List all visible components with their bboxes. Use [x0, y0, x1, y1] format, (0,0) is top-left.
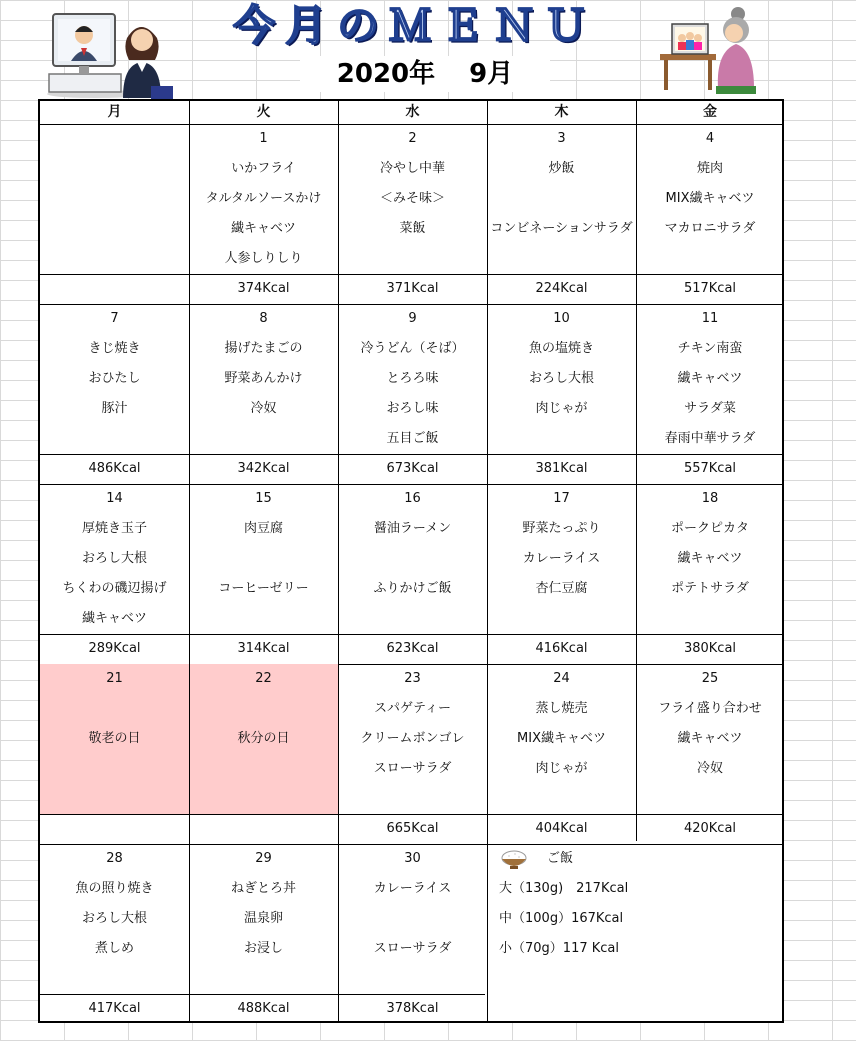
day-number: 17 [553, 491, 570, 506]
day-cell [487, 124, 636, 274]
menu-item: 魚の照り焼き [75, 881, 154, 896]
menu-item: 杏仁豆腐 [535, 581, 588, 596]
day-cell [338, 124, 487, 274]
menu-item: おひたし [88, 371, 141, 386]
weekday-header: 水 [405, 104, 420, 120]
weekday-header: 火 [256, 104, 271, 120]
menu-item: 秋分の日 [237, 731, 290, 746]
menu-item: 焼肉 [696, 161, 723, 176]
day-cell [40, 664, 189, 814]
menu-item: 敬老の日 [88, 731, 141, 746]
menu-item [338, 904, 487, 934]
menu-item: スローサラダ [373, 761, 452, 776]
grid-line [40, 274, 782, 275]
menu-item [189, 604, 338, 634]
menu-item: マカロニサラダ [664, 221, 756, 236]
menu-item [636, 604, 784, 634]
menu-item: 野菜たっぷり [522, 521, 601, 536]
kcal-value: 420Kcal [683, 821, 737, 836]
rice-bowl-icon [499, 847, 529, 871]
menu-item [338, 964, 487, 994]
menu-item [40, 214, 189, 244]
month-label: 9月 [469, 59, 514, 89]
kcal-value: 557Kcal [683, 461, 737, 476]
day-number: 21 [106, 671, 123, 686]
menu-item [338, 244, 487, 274]
menu-item: チキン南蛮 [677, 341, 743, 356]
day-number [40, 124, 189, 154]
menu-item: 肉じゃが [535, 401, 588, 416]
kcal-value: 488Kcal [237, 1001, 290, 1016]
kcal-value: 381Kcal [535, 461, 588, 476]
day-number: 22 [255, 671, 272, 686]
day-cell [487, 664, 636, 814]
menu-item [487, 784, 636, 814]
menu-item: ふりかけご飯 [373, 581, 452, 596]
day-cell [338, 304, 487, 454]
menu-item: きじ焼き [88, 341, 141, 356]
menu-item [189, 754, 338, 784]
menu-item [40, 154, 189, 184]
kcal-value: 416Kcal [535, 641, 588, 656]
menu-item [487, 244, 636, 274]
menu-item: ちくわの磯辺揚げ [62, 581, 167, 596]
menu-item: 人参しりしり [224, 251, 303, 266]
grid-line [40, 994, 485, 995]
menu-item: 野菜あんかけ [224, 371, 303, 386]
day-number: 28 [106, 851, 123, 866]
kcal-value: 289Kcal [88, 641, 141, 656]
day-cell [636, 124, 784, 274]
menu-item: 煮しめ [94, 941, 134, 956]
menu-item: 肉豆腐 [243, 521, 283, 536]
kcal-value: 623Kcal [386, 641, 439, 656]
video-call-illustration [45, 8, 175, 100]
menu-item: 繊キャベツ [677, 731, 743, 746]
day-number: 11 [701, 311, 719, 326]
grandmother-laptop-illustration [658, 6, 758, 98]
grid-line [189, 101, 190, 1021]
menu-item: 蒸し焼売 [535, 701, 588, 716]
menu-item [40, 964, 189, 994]
menu-item [40, 694, 189, 724]
menu-item: 繊キャベツ [677, 551, 743, 566]
menu-item: 繊キャベツ [230, 221, 296, 236]
menu-item: ポークピカタ [670, 521, 749, 536]
day-cell [636, 664, 784, 814]
menu-item: 五目ご飯 [386, 431, 439, 446]
menu-item [40, 424, 189, 454]
menu-item [636, 784, 784, 814]
day-number: 7 [110, 311, 119, 326]
menu-item: 繊キャベツ [677, 371, 743, 386]
kcal-value: 314Kcal [237, 641, 290, 656]
day-cell [338, 664, 487, 814]
menu-item [338, 784, 487, 814]
day-cell [189, 304, 338, 454]
menu-item: タルタルソースかけ [205, 191, 322, 206]
menu-item [189, 964, 338, 994]
menu-item [189, 784, 338, 814]
day-number: 14 [106, 491, 123, 506]
kcal-value: 673Kcal [386, 461, 439, 476]
day-cell [636, 484, 784, 634]
menu-item: おろし大根 [81, 911, 147, 926]
kcal-value: 665Kcal [386, 821, 439, 836]
day-cell [189, 664, 338, 814]
menu-item: 温泉卵 [243, 911, 283, 926]
menu-item [487, 184, 636, 214]
rice-portion: 大（130g) 217Kcal [499, 881, 629, 896]
rice-info [487, 844, 784, 1024]
menu-item: 揚げたまごの [224, 341, 303, 356]
day-cell [189, 124, 338, 274]
menu-item: スローサラダ [373, 941, 452, 956]
menu-item: とろろ味 [386, 371, 439, 386]
day-number: 29 [255, 851, 272, 866]
day-number: 30 [404, 851, 421, 866]
menu-item [189, 424, 338, 454]
kcal-value: 380Kcal [683, 641, 737, 656]
menu-item: 冷奴 [250, 401, 277, 416]
menu-item: おろし大根 [528, 371, 594, 386]
day-cell [40, 484, 189, 634]
menu-item [40, 784, 189, 814]
grid-line [40, 634, 782, 635]
kcal-value: 486Kcal [88, 461, 141, 476]
kcal-value [40, 814, 189, 844]
day-number: 23 [404, 671, 421, 686]
weekday-header: 金 [703, 104, 717, 120]
year-label: 2020年 [336, 59, 436, 89]
menu-item: フライ盛り合わせ [658, 701, 762, 716]
kcal-value: 224Kcal [535, 281, 588, 296]
menu-item: おろし大根 [81, 551, 147, 566]
menu-item [338, 604, 487, 634]
menu-item: ポテトサラダ [671, 581, 749, 596]
day-number: 16 [404, 491, 421, 506]
menu-item: 魚の塩焼き [528, 341, 594, 356]
menu-item [636, 244, 784, 274]
rice-portion: 小（70g）117 Kcal [499, 941, 619, 956]
day-cell [338, 484, 487, 634]
grid-line [40, 454, 782, 455]
rice-portion: 中（100g）167Kcal [499, 911, 624, 926]
menu-item [487, 424, 636, 454]
menu-item [40, 754, 189, 784]
day-number: 25 [701, 671, 719, 686]
menu-item: 冷奴 [696, 761, 723, 776]
menu-item: コンビネーションサラダ [490, 221, 633, 236]
menu-item [40, 184, 189, 214]
day-cell [189, 484, 338, 634]
menu-item: ＜みそ味＞ [379, 191, 445, 206]
menu-item: ねぎとろ丼 [230, 881, 296, 896]
day-number: 15 [255, 491, 272, 506]
kcal-value [40, 274, 189, 304]
menu-item [338, 544, 487, 574]
page-title: 今月のＭＥＮＵ [232, 1, 597, 50]
menu-item: サラダ菜 [684, 401, 736, 416]
menu-item: MIX繊キャベツ [517, 731, 606, 746]
menu-item [40, 244, 189, 274]
kcal-value: 342Kcal [237, 461, 290, 476]
menu-item [189, 694, 338, 724]
rice-title: ご飯 [547, 851, 574, 866]
kcal-value [189, 814, 338, 844]
menu-item: 炒飯 [548, 161, 575, 176]
day-cell [487, 484, 636, 634]
menu-item: 醤油ラーメン [373, 521, 452, 536]
menu-item: 肉じゃが [535, 761, 588, 776]
menu-item [487, 604, 636, 634]
menu-item: おろし味 [386, 401, 439, 416]
menu-item: 春雨中華サラダ [664, 431, 756, 446]
menu-item: お浸し [243, 941, 283, 956]
menu-item: MIX繊キャベツ [665, 191, 755, 206]
menu-item: 冷うどん（そば） [360, 341, 465, 356]
day-number: 9 [408, 311, 417, 326]
kcal-value: 417Kcal [88, 1001, 141, 1016]
menu-item: 菜飯 [399, 221, 426, 236]
weekday-header: 木 [554, 104, 569, 120]
grid-line [636, 101, 637, 841]
menu-item [189, 544, 338, 574]
day-number: 10 [553, 311, 570, 326]
day-number: 24 [553, 671, 570, 686]
day-number: 3 [557, 131, 566, 146]
menu-item: カレーライス [522, 551, 601, 566]
kcal-value: 371Kcal [386, 281, 439, 296]
menu-calendar [38, 99, 784, 1023]
day-cell [487, 304, 636, 454]
day-cell [189, 844, 338, 994]
grid-line [40, 814, 782, 815]
day-number: 8 [259, 311, 268, 326]
menu-item: コーヒーゼリー [218, 581, 309, 596]
weekday-header: 月 [107, 104, 122, 120]
menu-item: スパゲティー [374, 701, 451, 716]
day-cell [338, 844, 487, 994]
day-cell [40, 124, 189, 274]
day-number: 1 [259, 131, 268, 146]
kcal-value: 517Kcal [683, 281, 737, 296]
day-number: 18 [701, 491, 719, 506]
day-cell [636, 304, 784, 454]
day-number: 4 [705, 131, 715, 146]
menu-item: 冷やし中華 [379, 161, 445, 176]
kcal-value: 378Kcal [386, 1001, 439, 1016]
menu-item: 厚焼き玉子 [81, 521, 147, 536]
menu-item: カレーライス [373, 881, 452, 896]
day-number: 2 [408, 131, 417, 146]
day-cell [40, 304, 189, 454]
day-cell [40, 844, 189, 994]
kcal-value: 374Kcal [237, 281, 290, 296]
month-heading [300, 56, 550, 92]
menu-item: 豚汁 [101, 401, 128, 416]
menu-item: いかフライ [231, 161, 296, 176]
menu-item: クリームボンゴレ [360, 731, 465, 746]
grid-line [338, 101, 339, 1021]
kcal-value: 404Kcal [535, 821, 588, 836]
menu-item: 繊キャベツ [81, 611, 147, 626]
